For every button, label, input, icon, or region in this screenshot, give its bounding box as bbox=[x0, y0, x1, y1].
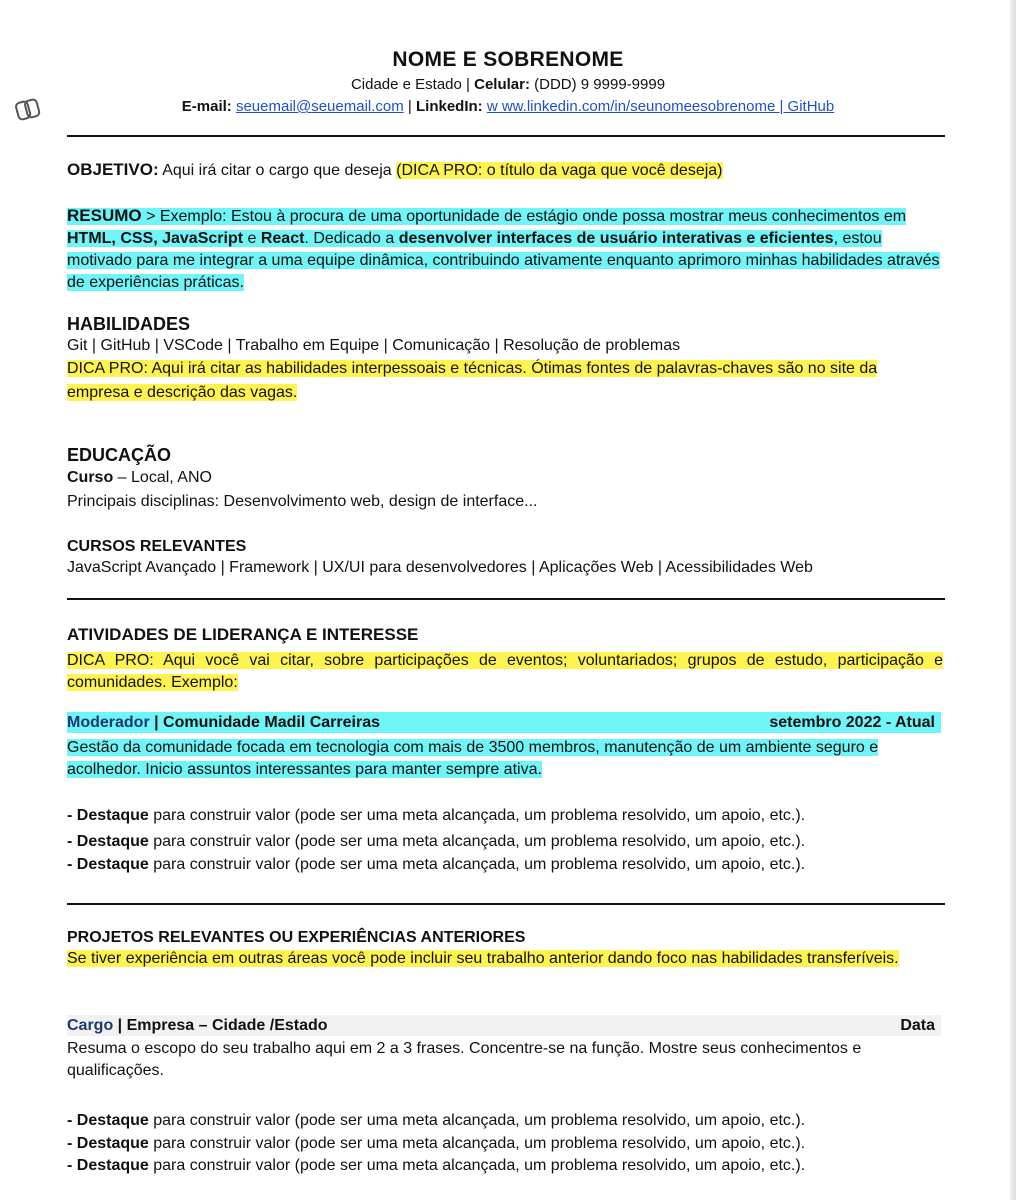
resumo-section bbox=[67, 205, 943, 294]
lideranca-tip-block bbox=[67, 650, 943, 694]
contact-line-2 bbox=[0, 98, 1016, 115]
email-label: E-mail: bbox=[181, 98, 232, 115]
habilidades-title: HABILIDADES bbox=[67, 314, 191, 334]
bullet-bold: Destaque bbox=[76, 856, 149, 873]
lideranca-title: ATIVIDADES DE LIDERANÇA E INTERESSE bbox=[67, 625, 419, 644]
educacao-disciplines: Principais disciplinas: Desenvolvimento web, design de interface... bbox=[67, 493, 538, 510]
phone-number: (DDD) 9 9999-9999 bbox=[529, 76, 666, 93]
email-link[interactable]: seuemail@seuemail.com bbox=[235, 98, 404, 115]
divider bbox=[67, 135, 945, 137]
role-title: Cargo bbox=[67, 1017, 114, 1034]
role-title: Moderador bbox=[67, 714, 150, 731]
projetos-desc: Resuma o escopo do seu trabalho aqui em 2 a 3 frases. Concentre-se na função. Mostre seus conhecimentos e qualificações. bbox=[67, 1040, 862, 1079]
contact-line-1 bbox=[0, 76, 1016, 93]
resumo-label: RESUMO bbox=[67, 206, 142, 225]
bullet-prefix: - bbox=[67, 833, 77, 850]
role-org: | Comunidade Madil Carreiras bbox=[149, 714, 380, 731]
objetivo-section bbox=[67, 159, 943, 182]
list-item bbox=[67, 1110, 943, 1132]
resumo-text: e bbox=[243, 230, 261, 247]
linkedin-label: LinkedIn: bbox=[415, 98, 483, 115]
objetivo-tip: (DICA PRO: o título da vaga que você deseja) bbox=[396, 162, 723, 179]
bullet-text: para construir valor (pode ser uma meta alcançada, um problema resolvido, um apoio, etc.). bbox=[148, 1135, 806, 1152]
objetivo-label: OBJETIVO: bbox=[67, 160, 159, 179]
bullet-bold: Destaque bbox=[76, 1112, 149, 1129]
resumo-text: , estou motivado para me integrar a uma equipe dinâmica, contribuindo ativamente enquanto aprimoro minhas habilidades através de experiências práticas. bbox=[67, 230, 940, 291]
bullet-prefix: - bbox=[67, 807, 77, 824]
resumo-bold-tech: HTML, CSS, JavaScript bbox=[67, 230, 244, 247]
resume-name: NOME E SOBRENOME bbox=[392, 48, 624, 71]
lideranca-tip: DICA PRO: Aqui você vai citar, sobre participações de eventos; voluntariados; grupos de estudo, participação e comunidades. Exemplo: bbox=[67, 652, 943, 691]
cursos-list: JavaScript Avançado | Framework | UX/UI para desenvolvedores | Aplicações Web | Acessibilidades Web bbox=[67, 559, 813, 576]
role-date: setembro 2022 - Atual bbox=[769, 714, 935, 731]
separator: | bbox=[403, 98, 416, 115]
projetos-tip-block bbox=[67, 948, 943, 970]
bullet-bold: Destaque bbox=[76, 1157, 149, 1174]
phone-label: Celular: bbox=[474, 76, 530, 93]
resumo-bold-react: React bbox=[260, 230, 305, 247]
list-item bbox=[67, 805, 943, 827]
bullet-bold: Destaque bbox=[76, 833, 149, 850]
lideranca-desc-block bbox=[67, 737, 943, 781]
bullet-text: para construir valor (pode ser uma meta alcançada, um problema resolvido, um apoio, etc.). bbox=[148, 1112, 806, 1129]
projetos-title: PROJETOS RELEVANTES OU EXPERIÊNCIAS ANTERIORES bbox=[67, 929, 526, 946]
bullet-prefix: - bbox=[67, 1157, 77, 1174]
divider bbox=[67, 598, 945, 600]
projetos-role-row bbox=[67, 1015, 941, 1036]
role-org: | Empresa – Cidade /Estado bbox=[113, 1017, 328, 1034]
course-details: – Local, ANO bbox=[113, 469, 212, 486]
bullet-prefix: - bbox=[67, 1112, 77, 1129]
habilidades-tip: DICA PRO: Aqui irá citar as habilidades interpessoais e técnicas. Ótimas fontes de palavras-chaves são no site da empresa e descrição das vagas. bbox=[67, 360, 878, 401]
resumo-text: > Exemplo: Estou à procura de uma oportunidade de estágio onde possa mostrar meus conhecimentos em bbox=[141, 208, 907, 225]
resumo-highlight bbox=[67, 208, 940, 291]
objetivo-text: Aqui irá citar o cargo que deseja bbox=[158, 162, 397, 179]
bullet-text: para construir valor (pode ser uma meta alcançada, um problema resolvido, um apoio, etc.). bbox=[148, 833, 806, 850]
list-item bbox=[67, 854, 943, 876]
bullet-prefix: - bbox=[67, 856, 77, 873]
divider bbox=[67, 903, 945, 905]
resumo-text: . Dedicado a bbox=[304, 230, 399, 247]
course-name: Curso bbox=[67, 469, 114, 486]
list-item bbox=[67, 831, 943, 853]
educacao-title: EDUCAÇÃO bbox=[67, 445, 172, 465]
cursos-title: CURSOS RELEVANTES bbox=[67, 538, 247, 555]
role-date: Data bbox=[900, 1017, 935, 1034]
bullet-text: para construir valor (pode ser uma meta alcançada, um problema resolvido, um apoio, etc.). bbox=[148, 1157, 806, 1174]
list-item bbox=[67, 1133, 943, 1155]
bullet-prefix: - bbox=[67, 1135, 77, 1152]
educacao-course bbox=[67, 467, 943, 489]
list-item bbox=[67, 1155, 943, 1177]
habilidades-tip-block bbox=[67, 357, 943, 405]
habilidades-list: Git | GitHub | VSCode | Trabalho em Equipe | Comunicação | Resolução de problemas bbox=[67, 337, 681, 354]
bullet-text: para construir valor (pode ser uma meta alcançada, um problema resolvido, um apoio, etc.). bbox=[148, 807, 806, 824]
lideranca-desc: Gestão da comunidade focada em tecnologia com mais de 3500 membros, manutenção de um ambiente seguro e acolhedor. Inicio assuntos interessantes para manter sempre ativa. bbox=[67, 739, 879, 778]
bullet-text: para construir valor (pode ser uma meta alcançada, um problema resolvido, um apoio, etc.). bbox=[148, 856, 806, 873]
resumo-bold-interfaces: desenvolver interfaces de usuário interativas e eficientes bbox=[398, 230, 834, 247]
city-state: Cidade e Estado | bbox=[350, 76, 475, 93]
projetos-tip: Se tiver experiência em outras áreas você pode incluir seu trabalho anterior dando foco nas habilidades transferíveis. bbox=[67, 950, 899, 967]
bullet-bold: Destaque bbox=[76, 1135, 149, 1152]
linkedin-link[interactable]: w ww.linkedin.com/in/seunomeesobrenome | GitHub bbox=[486, 98, 835, 115]
bullet-bold: Destaque bbox=[76, 807, 149, 824]
lideranca-role-row bbox=[67, 712, 941, 733]
